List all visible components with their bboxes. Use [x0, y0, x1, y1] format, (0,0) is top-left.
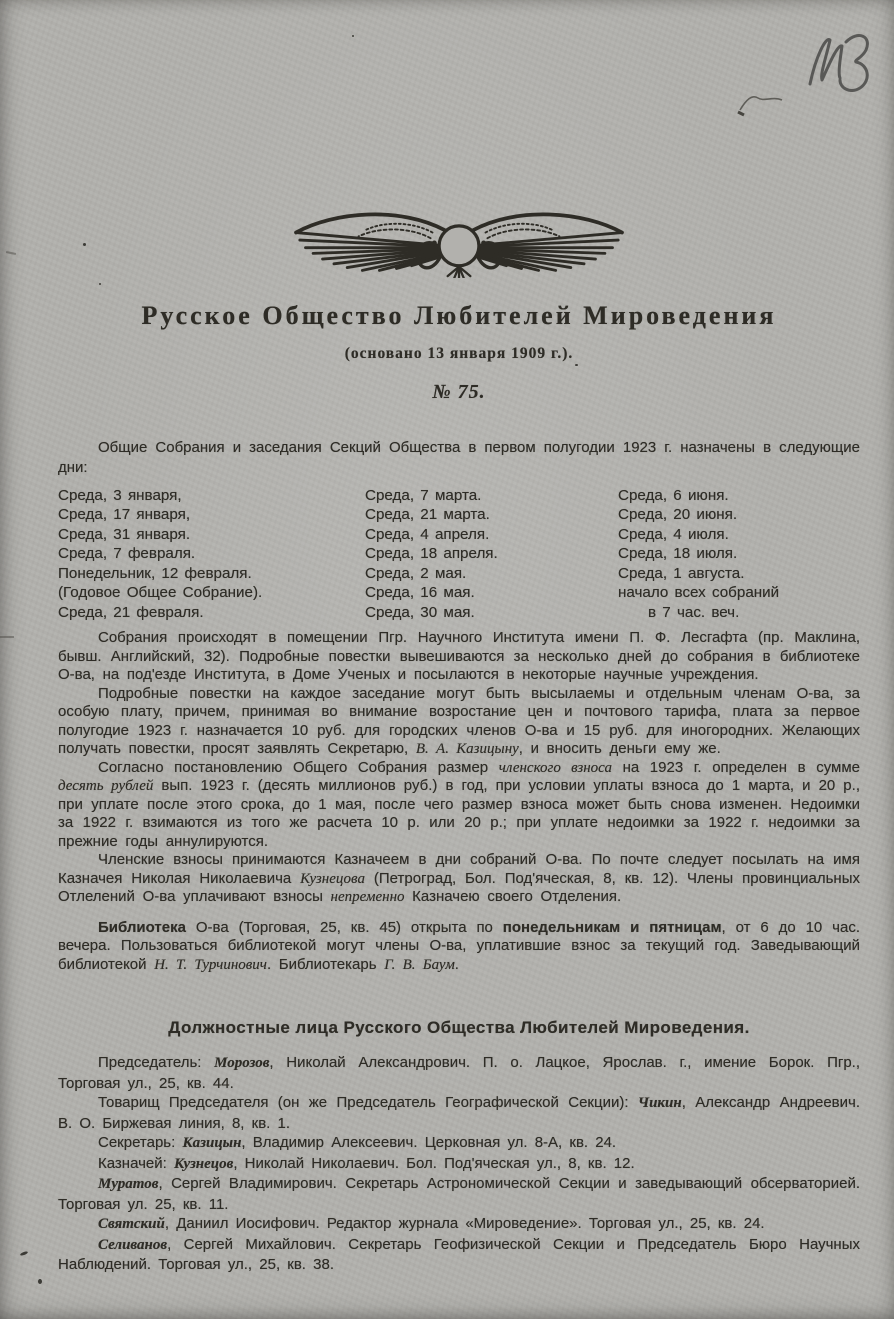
schedule-line: Среда, 17 января, — [58, 506, 191, 524]
official-entry-muratov: Муратов, Сергей Владимирович. Секретарь Астрономической Секции и заведывающий обсерваторией. Торговая ул. 25, кв. 11. — [58, 1175, 860, 1213]
official-entry-selivanov: Селиванов, Сергей Михайлович. Секретарь Геофизической Секции и Председатель Бюро Научных Наблюдений. Торговая ул., 25, кв. 38. — [58, 1235, 860, 1274]
scan-speck — [38, 1279, 42, 1284]
official-entry-treasurer: Казначей: Кузнецов, Николай Николаевич. Бол. Под'яческая ул., 8, кв. 12. — [98, 1154, 635, 1172]
official-entry-secretary: Секретарь: Казицын, Владимир Алексеевич. Церковная ул. 8-А, кв. 24. — [98, 1134, 617, 1152]
schedule-line: Среда, 18 апреля. — [365, 545, 498, 563]
official-entry-vice-chairman: Товарищ Председателя (он же Председатель Географической Секции): Чикин, Александр Андреевич. В. О. Биржевая линия, 8, кв. 1. — [58, 1094, 860, 1132]
society-title: Русское Общество Любителей Мироведения — [141, 301, 777, 330]
schedule-line: в 7 час. веч. — [648, 603, 740, 621]
library-section — [58, 919, 860, 975]
schedule-line: Среда, 7 февраля. — [58, 545, 196, 563]
paragraph-dues-payment: Членские взносы принимаются Казначеем в дни собраний О-ва. По почте следует посылать на имя Казначея Николая Николаевича Кузнецова (Петроград, Бол. Под'яческая, 8, кв. 12). Члены провинциальных Отлелений О-ва уплачивают взносы непременно Казначею своего Отделения. — [58, 851, 860, 906]
paragraph-agenda-subscription: Подробные повестки на каждое заседание могут быть высылаемы и отдельным членам О-ва, за особую плату, причем, принимая во внимание возростание цен и почтового тарифа, плата за первое полугодие 1923 г. назначается 10 руб. для городских членов О-ва и 15 руб. для иногородних. Желающих получать повестки, просят заявлять Секретарю, В. А. Казицыну, и вносить деньги ему же. — [58, 684, 860, 758]
schedule-column-2 — [365, 486, 618, 623]
schedule-line: начало всех собраний — [618, 584, 780, 602]
schedule-line: Среда, 20 июня. — [618, 506, 738, 524]
schedule-line: Среда, 21 марта. — [365, 506, 490, 524]
officials-list — [58, 1053, 860, 1275]
schedule-line: Среда, 6 июня. — [618, 486, 729, 504]
schedule-column-1 — [58, 486, 365, 623]
schedule-line: Понедельник, 12 февраля. — [58, 564, 252, 582]
paragraph-membership-dues: Согласно постановлению Общего Собрания размер членского взноса на 1923 г. определен в сумме десять рублей вып. 1923 г. (десять миллионов руб.) в год, при условии уплаты взноса до 1 марта, и 20 р., при уплате после этого срока, до 1 мая, после чего размер взноса может быть снова изменен. Недоимки за 1922 г. взимаются из того же расчета 10 р. или 20 р.; при уплате недоимки за 1922 г. недоимки за прежние годы аннулируются. — [58, 758, 860, 850]
schedule-column-3 — [618, 486, 860, 623]
founded-subtitle: (основано 13 января 1909 г.). — [344, 344, 574, 362]
paragraph-meeting-location: Собрания происходят в помещении Пгр. Научного Института имени П. Ф. Лесгафта (пр. Маклина, бывш. Английский, 32). Подробные повестки вывешиваются за несколько дней до собрания в библиотеке О-ва, на под'езде Института, в Доме Ученых и посылаются в некоторые научные учреждения. — [58, 629, 860, 684]
schedule-line: Среда, 4 апреля. — [365, 525, 490, 543]
schedule-line: Среда, 16 мая. — [365, 584, 475, 602]
schedule-line: (Годовое Общее Собрание). — [58, 584, 263, 602]
schedule-line: Среда, 31 января. — [58, 525, 191, 543]
officials-heading: Должностные лица Русского Общества Любителей Мироведения. — [168, 1018, 750, 1038]
schedule-line: Среда, 18 июля. — [618, 545, 738, 563]
schedule-line: Среда, 30 мая. — [365, 603, 475, 621]
paragraph-library-info: Библиотека О-ва (Торговая, 25, кв. 45) открыта по понедельникам и пятницам, от 6 до 10 час. вечера. Пользоваться библиотекой могут члены О-ва, уплатившие взнос за текущий год. Заведывающий библиотекой Н. Т. Турчинович. Библиотекарь Г. В. Баум. — [58, 918, 860, 973]
winged-sun-disk-icon — [286, 206, 632, 278]
official-entry-chairman: Председатель: Морозов, Николай Александрович. П. о. Лацкое, Ярослав. г., имение Борок. Пгр., Торговая ул., 25, кв. 44. — [58, 1054, 860, 1092]
schedule-line: Среда, 21 февраля. — [58, 603, 204, 621]
schedule-line: Среда, 1 августа. — [618, 564, 745, 582]
schedule-line: Среда, 7 марта. — [365, 486, 482, 504]
schedule-intro: Общие Собрания и заседания Секций Общества в первом полугодии 1923 г. назначены в следующие дни: — [58, 438, 860, 476]
schedule-line: Среда, 2 мая. — [365, 564, 467, 582]
schedule-line: Среда, 4 июля. — [618, 525, 729, 543]
issue-number: № 75. — [432, 380, 486, 403]
official-entry-svyatsky: Святский, Даниил Иосифович. Редактор журнала «Мироведение». Торговая ул., 25, кв. 24. — [98, 1215, 765, 1233]
body-paragraphs — [58, 629, 860, 907]
schedule-line: Среда, 3 января, — [58, 486, 182, 504]
meeting-schedule — [58, 486, 860, 623]
